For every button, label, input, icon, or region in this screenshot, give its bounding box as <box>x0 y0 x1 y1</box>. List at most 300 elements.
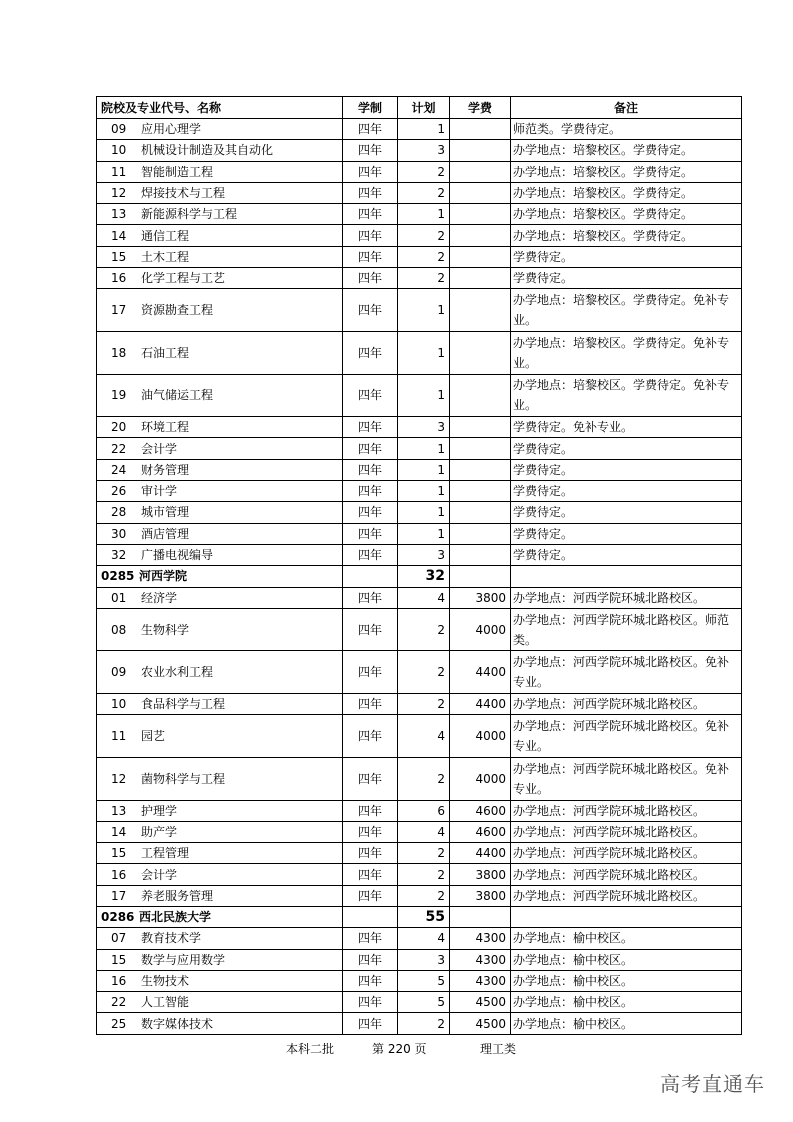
cell-duration: 四年 <box>343 225 398 246</box>
cell-fee <box>450 246 511 267</box>
cell-code-name <box>97 502 343 523</box>
cell-plan: 2 <box>398 757 450 800</box>
cell-plan: 2 <box>398 885 450 906</box>
program-name: 应用心理学 <box>141 122 202 137</box>
cell-plan: 2 <box>398 608 450 651</box>
cell-code-name <box>97 523 343 544</box>
cell-note: 办学地点：培黎校区。学费待定。 <box>511 161 742 182</box>
cell-fee <box>450 204 511 225</box>
cell-note: 办学地点：河西学院环城北路校区。 <box>511 843 742 864</box>
program-name: 会计学 <box>141 867 178 882</box>
program-name: 酒店管理 <box>141 526 190 541</box>
cell-plan: 55 <box>398 906 450 927</box>
cell-duration: 四年 <box>343 289 398 332</box>
program-code: 0285 <box>101 569 135 584</box>
program-name: 经济学 <box>141 590 178 605</box>
program-name: 教育技术学 <box>141 931 202 946</box>
table-header-row <box>97 97 742 119</box>
cell-plan: 2 <box>398 268 450 289</box>
table-row <box>97 587 742 608</box>
admission-plan-table <box>96 96 742 1035</box>
cell-duration: 四年 <box>343 992 398 1013</box>
table-row <box>97 438 742 459</box>
program-code: 28 <box>111 505 127 520</box>
program-name: 油气储运工程 <box>141 388 214 403</box>
cell-note: 办学地点：榆中校区。 <box>511 949 742 970</box>
header-duration: 学制 <box>343 97 398 119</box>
program-code: 16 <box>111 974 127 989</box>
cell-duration: 四年 <box>343 438 398 459</box>
cell-fee: 4300 <box>450 928 511 949</box>
program-name: 审计学 <box>141 484 178 499</box>
cell-plan: 4 <box>398 821 450 842</box>
cell-note: 学费待定。 <box>511 523 742 544</box>
table-row <box>97 864 742 885</box>
table-row <box>97 417 742 438</box>
cell-note: 学费待定。 <box>511 481 742 502</box>
table-row <box>97 523 742 544</box>
cell-plan: 5 <box>398 992 450 1013</box>
cell-note: 办学地点：河西学院环城北路校区。免补专业。 <box>511 715 742 758</box>
program-code: 17 <box>111 303 127 318</box>
cell-duration: 四年 <box>343 182 398 203</box>
program-code: 16 <box>111 867 127 882</box>
cell-note: 办学地点：河西学院环城北路校区。免补专业。 <box>511 651 742 694</box>
cell-plan: 1 <box>398 523 450 544</box>
cell-code-name <box>97 800 343 821</box>
school-row <box>97 566 742 587</box>
program-code: 13 <box>111 803 127 818</box>
cell-duration: 四年 <box>343 481 398 502</box>
table-row <box>97 268 742 289</box>
table-row <box>97 1013 742 1034</box>
cell-duration <box>343 566 398 587</box>
cell-code-name <box>97 843 343 864</box>
cell-code-name <box>97 906 343 927</box>
program-name: 新能源科学与工程 <box>141 207 238 222</box>
table-row <box>97 119 742 140</box>
program-code: 24 <box>111 462 127 477</box>
cell-note: 办学地点：榆中校区。 <box>511 992 742 1013</box>
cell-plan: 1 <box>398 204 450 225</box>
cell-fee <box>450 459 511 480</box>
program-code: 14 <box>111 228 127 243</box>
table-row <box>97 182 742 203</box>
header-plan: 计划 <box>398 97 450 119</box>
cell-duration: 四年 <box>343 246 398 267</box>
cell-duration: 四年 <box>343 843 398 864</box>
cell-plan: 32 <box>398 566 450 587</box>
program-code: 16 <box>111 271 127 286</box>
cell-fee <box>450 544 511 565</box>
cell-note: 办学地点：河西学院环城北路校区。 <box>511 694 742 715</box>
program-name: 焊接技术与工程 <box>141 186 226 201</box>
program-name: 工程管理 <box>141 846 190 861</box>
cell-plan: 1 <box>398 481 450 502</box>
cell-fee <box>450 161 511 182</box>
table-row <box>97 140 742 161</box>
cell-duration: 四年 <box>343 757 398 800</box>
cell-note <box>511 906 742 927</box>
cell-duration: 四年 <box>343 949 398 970</box>
table-row <box>97 374 742 417</box>
cell-fee: 4500 <box>450 992 511 1013</box>
cell-duration: 四年 <box>343 1013 398 1034</box>
header-name: 院校及专业代号、名称 <box>97 97 343 119</box>
cell-plan: 1 <box>398 331 450 374</box>
cell-fee <box>450 268 511 289</box>
header-note: 备注 <box>511 97 742 119</box>
program-name: 财务管理 <box>141 462 190 477</box>
table-row <box>97 289 742 332</box>
program-code: 11 <box>111 729 127 744</box>
cell-code-name <box>97 459 343 480</box>
cell-note: 办学地点：培黎校区。学费待定。 <box>511 225 742 246</box>
cell-fee: 4500 <box>450 1013 511 1034</box>
cell-fee: 4300 <box>450 970 511 991</box>
program-code: 30 <box>111 526 127 541</box>
cell-code-name <box>97 1013 343 1034</box>
program-name: 助产学 <box>141 824 178 839</box>
cell-plan: 2 <box>398 182 450 203</box>
cell-note: 办学地点：河西学院环城北路校区。 <box>511 800 742 821</box>
cell-code-name <box>97 182 343 203</box>
cell-plan: 2 <box>398 1013 450 1034</box>
cell-duration: 四年 <box>343 502 398 523</box>
cell-fee: 4000 <box>450 715 511 758</box>
cell-code-name <box>97 161 343 182</box>
program-name: 数字媒体技术 <box>141 1016 214 1031</box>
cell-code-name <box>97 481 343 502</box>
program-name: 生物技术 <box>141 974 190 989</box>
cell-plan: 1 <box>398 119 450 140</box>
table-row <box>97 481 742 502</box>
program-code: 13 <box>111 207 127 222</box>
program-code: 09 <box>111 665 127 680</box>
cell-code-name <box>97 374 343 417</box>
program-code: 10 <box>111 697 127 712</box>
program-name: 农业水利工程 <box>141 665 214 680</box>
program-code: 20 <box>111 420 127 435</box>
cell-duration: 四年 <box>343 161 398 182</box>
cell-fee <box>450 417 511 438</box>
cell-code-name <box>97 694 343 715</box>
cell-code-name <box>97 821 343 842</box>
cell-note: 办学地点：培黎校区。学费待定。免补专业。 <box>511 331 742 374</box>
cell-note: 办学地点：榆中校区。 <box>511 970 742 991</box>
program-code: 19 <box>111 388 127 403</box>
program-code: 15 <box>111 846 127 861</box>
cell-plan: 5 <box>398 970 450 991</box>
cell-note: 办学地点：榆中校区。 <box>511 928 742 949</box>
table-row <box>97 885 742 906</box>
cell-plan: 4 <box>398 587 450 608</box>
cell-code-name <box>97 885 343 906</box>
cell-code-name <box>97 544 343 565</box>
cell-fee <box>450 523 511 544</box>
table-row <box>97 843 742 864</box>
cell-duration: 四年 <box>343 864 398 885</box>
cell-duration: 四年 <box>343 459 398 480</box>
cell-note: 办学地点：培黎校区。学费待定。免补专业。 <box>511 289 742 332</box>
program-name: 智能制造工程 <box>141 164 214 179</box>
table-row <box>97 608 742 651</box>
cell-fee <box>450 182 511 203</box>
cell-code-name <box>97 225 343 246</box>
cell-code-name <box>97 992 343 1013</box>
program-name: 菌物科学与工程 <box>141 771 226 786</box>
cell-code-name <box>97 289 343 332</box>
cell-note: 办学地点：培黎校区。学费待定。免补专业。 <box>511 374 742 417</box>
cell-plan: 2 <box>398 843 450 864</box>
table-row <box>97 800 742 821</box>
program-name: 土木工程 <box>141 249 190 264</box>
program-code: 07 <box>111 931 127 946</box>
cell-fee: 3800 <box>450 885 511 906</box>
school-name: 西北民族大学 <box>139 910 212 925</box>
cell-note: 办学地点：河西学院环城北路校区。 <box>511 864 742 885</box>
program-code: 01 <box>111 590 127 605</box>
program-name: 食品科学与工程 <box>141 697 226 712</box>
cell-fee: 4400 <box>450 651 511 694</box>
cell-code-name <box>97 566 343 587</box>
cell-fee <box>450 906 511 927</box>
cell-duration: 四年 <box>343 651 398 694</box>
cell-fee <box>450 566 511 587</box>
table-row <box>97 821 742 842</box>
cell-fee: 4600 <box>450 821 511 842</box>
cell-plan: 2 <box>398 694 450 715</box>
table-row <box>97 204 742 225</box>
cell-note: 学费待定。 <box>511 438 742 459</box>
table-row <box>97 544 742 565</box>
cell-code-name <box>97 715 343 758</box>
cell-note: 学费待定。免补专业。 <box>511 417 742 438</box>
footer-batch: 本科二批 <box>286 1042 335 1056</box>
cell-code-name <box>97 204 343 225</box>
program-name: 城市管理 <box>141 505 190 520</box>
cell-note <box>511 566 742 587</box>
cell-plan: 2 <box>398 246 450 267</box>
program-code: 22 <box>111 441 127 456</box>
table-row <box>97 949 742 970</box>
cell-fee <box>450 502 511 523</box>
program-name: 会计学 <box>141 441 178 456</box>
program-name: 石油工程 <box>141 345 190 360</box>
table-row <box>97 161 742 182</box>
cell-fee <box>450 140 511 161</box>
program-code: 12 <box>111 771 127 786</box>
program-code: 18 <box>111 345 127 360</box>
program-name: 资源勘查工程 <box>141 303 214 318</box>
cell-fee: 4000 <box>450 757 511 800</box>
cell-code-name <box>97 928 343 949</box>
program-code: 15 <box>111 249 127 264</box>
program-name: 生物科学 <box>141 622 190 637</box>
cell-note: 学费待定。 <box>511 544 742 565</box>
cell-duration: 四年 <box>343 331 398 374</box>
cell-duration <box>343 906 398 927</box>
cell-plan: 4 <box>398 928 450 949</box>
cell-duration: 四年 <box>343 268 398 289</box>
cell-fee <box>450 481 511 502</box>
cell-duration: 四年 <box>343 374 398 417</box>
cell-fee <box>450 331 511 374</box>
cell-duration: 四年 <box>343 417 398 438</box>
table-body <box>97 119 742 1035</box>
cell-code-name <box>97 587 343 608</box>
table-row <box>97 246 742 267</box>
cell-plan: 3 <box>398 949 450 970</box>
program-code: 11 <box>111 164 127 179</box>
program-name: 养老服务管理 <box>141 888 214 903</box>
program-name: 数学与应用数学 <box>141 952 226 967</box>
program-code: 15 <box>111 952 127 967</box>
cell-code-name <box>97 949 343 970</box>
cell-fee <box>450 374 511 417</box>
cell-note: 办学地点：河西学院环城北路校区。师范类。 <box>511 608 742 651</box>
program-name: 护理学 <box>141 803 178 818</box>
cell-code-name <box>97 970 343 991</box>
cell-plan: 3 <box>398 417 450 438</box>
cell-plan: 1 <box>398 374 450 417</box>
program-name: 化学工程与工艺 <box>141 271 226 286</box>
cell-code-name <box>97 438 343 459</box>
cell-note: 办学地点：河西学院环城北路校区。 <box>511 587 742 608</box>
cell-code-name <box>97 331 343 374</box>
cell-code-name <box>97 608 343 651</box>
cell-fee: 4400 <box>450 694 511 715</box>
cell-note: 办学地点：榆中校区。 <box>511 1013 742 1034</box>
program-name: 环境工程 <box>141 420 190 435</box>
cell-duration: 四年 <box>343 544 398 565</box>
header-fee: 学费 <box>450 97 511 119</box>
cell-duration: 四年 <box>343 928 398 949</box>
table-row <box>97 757 742 800</box>
cell-note: 办学地点：河西学院环城北路校区。 <box>511 885 742 906</box>
cell-plan: 1 <box>398 459 450 480</box>
cell-note: 办学地点：培黎校区。学费待定。 <box>511 140 742 161</box>
cell-note: 学费待定。 <box>511 268 742 289</box>
program-name: 人工智能 <box>141 995 190 1010</box>
program-code: 32 <box>111 548 127 563</box>
table-row <box>97 715 742 758</box>
cell-plan: 3 <box>398 544 450 565</box>
table-row <box>97 459 742 480</box>
program-code: 25 <box>111 1016 127 1031</box>
cell-duration: 四年 <box>343 970 398 991</box>
cell-duration: 四年 <box>343 715 398 758</box>
cell-duration: 四年 <box>343 800 398 821</box>
table-row <box>97 694 742 715</box>
program-name: 园艺 <box>141 729 166 744</box>
program-code: 0286 <box>101 910 135 925</box>
cell-duration: 四年 <box>343 587 398 608</box>
program-code: 17 <box>111 888 127 903</box>
cell-fee: 3800 <box>450 587 511 608</box>
program-code: 22 <box>111 995 127 1010</box>
cell-duration: 四年 <box>343 119 398 140</box>
cell-code-name <box>97 119 343 140</box>
table-row <box>97 970 742 991</box>
cell-code-name <box>97 268 343 289</box>
cell-duration: 四年 <box>343 204 398 225</box>
cell-code-name <box>97 246 343 267</box>
cell-plan: 1 <box>398 502 450 523</box>
cell-fee: 4300 <box>450 949 511 970</box>
cell-plan: 1 <box>398 289 450 332</box>
cell-fee: 3800 <box>450 864 511 885</box>
school-row <box>97 906 742 927</box>
program-code: 12 <box>111 186 127 201</box>
cell-plan: 2 <box>398 225 450 246</box>
program-code: 09 <box>111 122 127 137</box>
program-code: 08 <box>111 622 127 637</box>
cell-fee: 4000 <box>450 608 511 651</box>
cell-duration: 四年 <box>343 885 398 906</box>
watermark: 高考直通车 <box>660 1072 765 1096</box>
program-code: 10 <box>111 143 127 158</box>
cell-duration: 四年 <box>343 140 398 161</box>
cell-fee <box>450 438 511 459</box>
school-name: 河西学院 <box>139 569 188 584</box>
footer-page-number: 第 220 页 <box>372 1042 427 1056</box>
table-row <box>97 928 742 949</box>
table-row <box>97 651 742 694</box>
cell-note: 师范类。学费待定。 <box>511 119 742 140</box>
table-row <box>97 331 742 374</box>
table-row <box>97 502 742 523</box>
cell-note: 办学地点：培黎校区。学费待定。 <box>511 204 742 225</box>
cell-plan: 2 <box>398 864 450 885</box>
cell-code-name <box>97 651 343 694</box>
admission-table-container <box>96 96 741 1035</box>
cell-plan: 1 <box>398 438 450 459</box>
cell-note: 学费待定。 <box>511 246 742 267</box>
cell-duration: 四年 <box>343 694 398 715</box>
table-row <box>97 225 742 246</box>
program-code: 14 <box>111 824 127 839</box>
cell-note: 办学地点：培黎校区。学费待定。 <box>511 182 742 203</box>
cell-code-name <box>97 757 343 800</box>
cell-code-name <box>97 140 343 161</box>
cell-note: 办学地点：河西学院环城北路校区。免补专业。 <box>511 757 742 800</box>
cell-code-name <box>97 864 343 885</box>
cell-note: 办学地点：河西学院环城北路校区。 <box>511 821 742 842</box>
footer-category: 理工类 <box>480 1042 517 1056</box>
table-row <box>97 992 742 1013</box>
cell-duration: 四年 <box>343 523 398 544</box>
cell-duration: 四年 <box>343 821 398 842</box>
cell-plan: 4 <box>398 715 450 758</box>
cell-plan: 6 <box>398 800 450 821</box>
program-name: 广播电视编导 <box>141 548 214 563</box>
cell-note: 学费待定。 <box>511 502 742 523</box>
program-code: 26 <box>111 484 127 499</box>
cell-fee <box>450 289 511 332</box>
cell-fee <box>450 119 511 140</box>
cell-code-name <box>97 417 343 438</box>
program-name: 通信工程 <box>141 228 190 243</box>
cell-fee: 4400 <box>450 843 511 864</box>
cell-note: 学费待定。 <box>511 459 742 480</box>
cell-fee: 4600 <box>450 800 511 821</box>
program-name: 机械设计制造及其自动化 <box>141 143 274 158</box>
cell-plan: 2 <box>398 651 450 694</box>
cell-duration: 四年 <box>343 608 398 651</box>
cell-plan: 3 <box>398 140 450 161</box>
cell-plan: 2 <box>398 161 450 182</box>
